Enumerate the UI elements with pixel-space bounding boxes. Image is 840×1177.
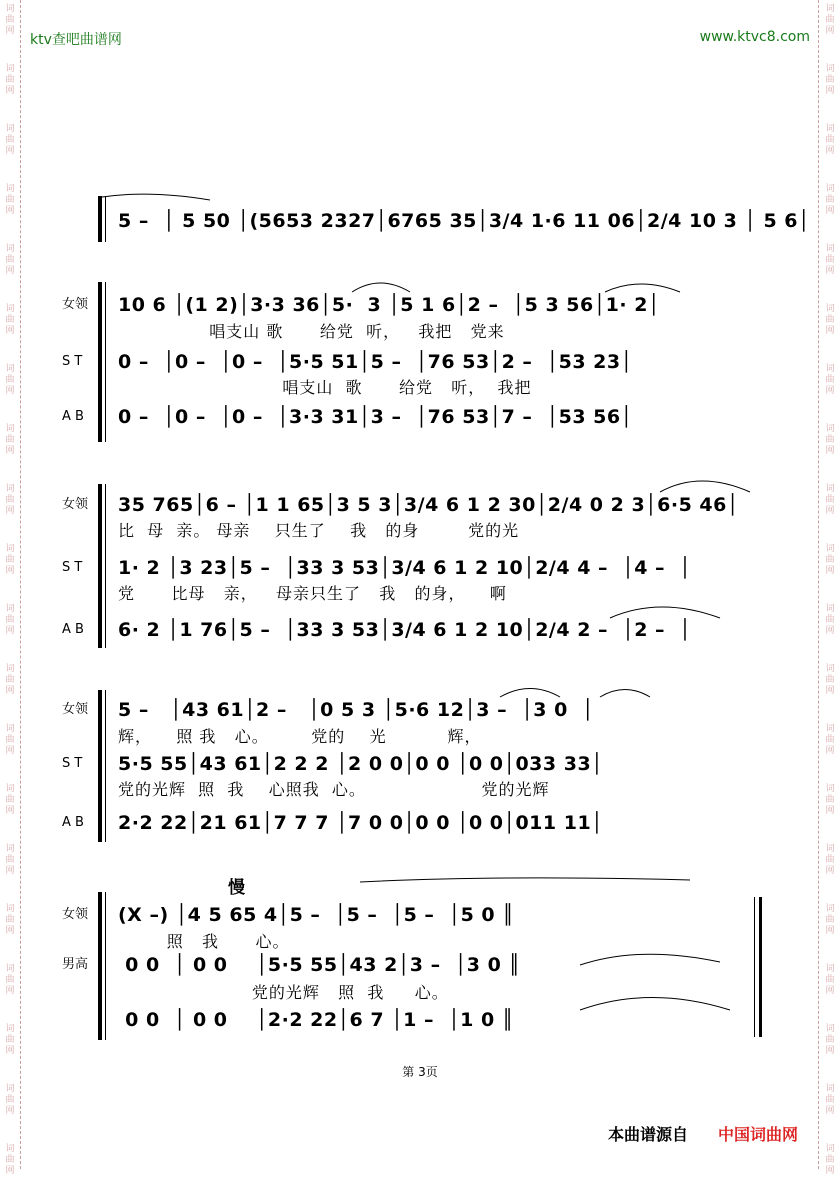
slur <box>610 607 720 618</box>
lyric-line: 比 母 亲。 母亲 只生了 我 的身 党的光 <box>118 521 520 540</box>
watermark-text: 词 曲 网 <box>5 124 15 156</box>
part-label: A B <box>62 815 84 830</box>
part-label: 女领 <box>62 702 89 717</box>
notes: 2·2 22│21 61│7 7 7 │7 0 0│0 0 │0 0│011 11│ <box>118 812 604 834</box>
watermark-text: 词 曲 网 <box>5 1144 15 1176</box>
page-number: 第 3页 <box>402 1065 438 1079</box>
notes: 0 – │0 – │0 – │5·5 51│5 – │76 53│2 – │53 23│ <box>118 351 633 373</box>
watermark-text: 词 曲 网 <box>5 904 15 936</box>
part-label: 女领 <box>62 497 89 512</box>
watermark-text: 词 曲 网 <box>825 184 835 216</box>
slur <box>605 284 680 292</box>
lyric-line: 党的光辉 照 我 心。 <box>118 983 449 1002</box>
watermark-text: 词 曲 网 <box>5 724 15 756</box>
lyric-line: 唱支山 歌 给党 听， 我把 <box>118 378 532 397</box>
watermark-text: 词 曲 网 <box>825 784 835 816</box>
lyric-line: 党的光辉 照 我 心照我 心。 党的光辉 <box>118 780 550 799</box>
footer-source-label: 本曲谱源自 <box>608 1125 689 1144</box>
notes: 35 765│6 – │1 1 65│3 5 3│3/4 6 1 2 30│2/4 0 2 3│6·5 46│ <box>118 494 739 516</box>
watermark-text: 词 曲 网 <box>825 604 835 636</box>
lyric-line: 辉， 照 我 心。 党的 光 辉， <box>118 727 482 746</box>
tempo-marking: 慢 <box>228 878 245 898</box>
crescendo-line <box>360 878 690 882</box>
watermark-text: 词 曲 网 <box>5 424 15 456</box>
notes: (X –) │4 5 65 4│5 – │5 – │5 – │5 0 ║ <box>118 904 515 926</box>
part-label: S T <box>62 756 83 771</box>
slur <box>500 689 560 698</box>
notes: 1· 2 │3 23│5 – │33 3 53│3/4 6 1 2 10│2/4 4 – │4 – │ <box>118 557 692 579</box>
notes: 10 6 │(1 2)│3·3 36│5· 3 │5 1 6│2 – │5 3 56│1· 2│ <box>118 294 660 316</box>
watermark-text: 词 曲 网 <box>825 844 835 876</box>
watermark-text: 词 曲 网 <box>825 544 835 576</box>
part-label: 男高 <box>62 957 89 972</box>
slur <box>580 954 720 965</box>
watermark-text: 词 曲 网 <box>5 4 15 36</box>
notes: 0 0 │ 0 0 │2·2 22│6 7 │1 – │1 0 ║ <box>118 1009 514 1031</box>
watermark-text: 词 曲 网 <box>5 1024 15 1056</box>
watermark-text: 词 曲 网 <box>5 604 15 636</box>
slur <box>352 283 410 292</box>
watermark-text: 词 曲 网 <box>5 364 15 396</box>
watermark-text: 词 曲 网 <box>825 484 835 516</box>
part-label: A B <box>62 409 84 424</box>
notes: 6· 2 │1 76│5 – │33 3 53│3/4 6 1 2 10│2/4 2 – │2 – │ <box>118 619 692 641</box>
watermark-text: 词 曲 网 <box>5 244 15 276</box>
watermark-text: 词 曲 网 <box>825 1144 835 1176</box>
watermark-text: 词 曲 网 <box>825 244 835 276</box>
part-label: S T <box>62 560 83 575</box>
footer-source-link[interactable]: 中国词曲网 <box>718 1125 799 1144</box>
watermark-text: 词 曲 网 <box>825 664 835 696</box>
watermark-text: 词 曲 网 <box>825 904 835 936</box>
watermark-text: 词 曲 网 <box>5 64 15 96</box>
watermark-text: 词 曲 网 <box>825 424 835 456</box>
header-right[interactable]: www.ktvc8.com <box>699 29 810 45</box>
lyric-line: 党 比母 亲， 母亲只生了 我 的身， 啊 <box>118 584 507 603</box>
header-left[interactable]: ktv查吧曲谱网 <box>30 32 122 48</box>
lyric-line: 照 我 心。 <box>118 932 290 951</box>
watermark-text: 词 曲 网 <box>825 364 835 396</box>
part-label: A B <box>62 622 84 637</box>
watermark-text: 词 曲 网 <box>825 64 835 96</box>
part-label: 女领 <box>62 297 89 312</box>
watermark-text: 词 曲 网 <box>5 844 15 876</box>
watermark-text: 词 曲 网 <box>5 184 15 216</box>
watermark-text: 词 曲 网 <box>5 544 15 576</box>
watermark-text: 词 曲 网 <box>825 304 835 336</box>
watermark-text: 词 曲 网 <box>825 724 835 756</box>
watermark-text: 词 曲 网 <box>5 664 15 696</box>
part-label: 女领 <box>62 907 89 922</box>
watermark-text: 词 曲 网 <box>5 784 15 816</box>
watermark-text: 词 曲 网 <box>825 964 835 996</box>
notes: 0 – │0 – │0 – │3·3 31│3 – │76 53│7 – │53 56│ <box>118 406 633 428</box>
slur <box>580 998 730 1011</box>
slur <box>102 194 210 200</box>
watermark-text: 词 曲 网 <box>5 304 15 336</box>
watermark-text: 词 曲 网 <box>825 124 835 156</box>
slur <box>660 481 750 492</box>
watermark-text: 词 曲 网 <box>5 484 15 516</box>
notes: 0 0 │ 0 0 │5·5 55│43 2│3 – │3 0 ║ <box>118 954 521 976</box>
notes: 5 – │ 5 50 │(5653 2327│6765 35│3/4 1·6 11 06│2/4 10 3 │ 5 6│ <box>118 210 810 232</box>
watermark-text: 词 曲 网 <box>825 4 835 36</box>
notes: 5·5 55│43 61│2 2 2 │2 0 0│0 0 │0 0│033 33│ <box>118 753 604 775</box>
watermark-text: 词 曲 网 <box>5 964 15 996</box>
watermark-text: 词 曲 网 <box>825 1084 835 1116</box>
slur <box>600 690 650 698</box>
part-label: S T <box>62 354 83 369</box>
watermark-text: 词 曲 网 <box>5 1084 15 1116</box>
lyric-line: 唱支山 歌 给党 听， 我把 党来 <box>118 322 505 341</box>
watermark-text: 词 曲 网 <box>825 1024 835 1056</box>
notes: 5 – │43 61│2 – │0 5 3 │5·6 12│3 – │3 0 │ <box>118 699 594 721</box>
